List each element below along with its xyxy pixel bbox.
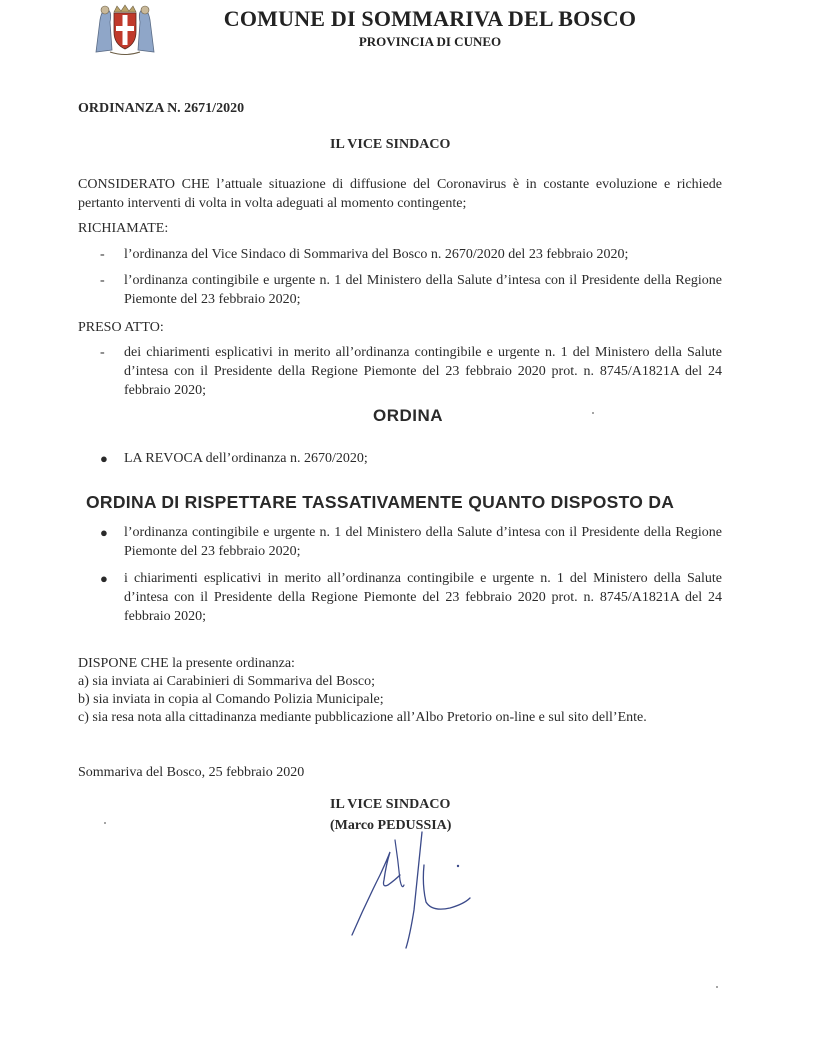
richiamate-item-text: l’ordinanza contingibile e urgente n. 1 del Ministero della Salute d’intesa con il Presidente della Regione Piemonte del 23 febbraio 2020; xyxy=(124,273,722,307)
richiamate-item-text: l’ordinanza del Vice Sindaco di Sommariva del Bosco n. 2670/2020 del 23 febbraio 2020; xyxy=(124,247,629,262)
province-subtitle: PROVINCIA DI CUNEO xyxy=(358,34,502,49)
considerato-paragraph: CONSIDERATO CHE l’attuale situazione di diffusione del Coronavirus è in costante evoluzione e richiede pertanto interventi di volta in volta adeguati al momento contingente; xyxy=(78,177,722,211)
dispone-item: a) sia inviata ai Carabinieri di Sommariva del Bosco; xyxy=(78,674,376,689)
bullet-marker: ● xyxy=(100,571,108,586)
preso-atto-heading: PRESO ATTO: xyxy=(78,320,164,335)
issuer-heading: IL VICE SINDACO xyxy=(330,137,451,152)
ordina-rispettare-item-text: l’ordinanza contingibile e urgente n. 1 del Ministero della Salute d’intesa con il Presidente della Regione Piemonte del 23 febbraio 2020; xyxy=(124,525,722,559)
dispone-item: b) sia inviata in copia al Comando Polizia Municipale; xyxy=(78,692,384,707)
ordina-rispettare-heading: ORDINA DI RISPETTARE TASSATIVAMENTE QUANTO DISPOSTO DA xyxy=(86,492,675,512)
dash-marker: - xyxy=(100,273,105,288)
place-date: Sommariva del Bosco, 25 febbraio 2020 xyxy=(78,765,305,780)
ordina-heading: ORDINA xyxy=(372,406,444,425)
bullet-marker: ● xyxy=(100,451,108,466)
municipal-crest-icon xyxy=(90,2,160,56)
scan-speck xyxy=(104,822,106,824)
richiamate-heading: RICHIAMATE: xyxy=(78,221,169,236)
scan-speck xyxy=(716,986,718,988)
ordina-item-text: LA REVOCA dell’ordinanza n. 2670/2020; xyxy=(124,451,368,466)
dispone-item: c) sia resa nota alla cittadinanza mediante pubblicazione all’Albo Pretorio on-line e sul sito dell’Ente. xyxy=(78,710,647,725)
preso-atto-item-text: dei chiarimenti esplicativi in merito all’ordinanza contingibile e urgente n. 1 del Ministero della Salute d’intesa con il Presidente della Regione Piemonte del 23 febbraio 2020 prot. n. 8745/A1821A del 24 febbraio 2020; xyxy=(124,345,722,398)
dash-marker: - xyxy=(100,247,105,262)
dash-marker: - xyxy=(100,345,105,360)
dispone-heading: DISPONE CHE la presente ordinanza: xyxy=(78,656,295,671)
bullet-marker: ● xyxy=(100,525,108,540)
ordina-rispettare-item-text: i chiarimenti esplicativi in merito all’ordinanza contingibile e urgente n. 1 del Ministero della Salute d’intesa con il Presidente della Regione Piemonte del 23 febbraio 2020 prot. n. 8745/A1821A del 24 febbraio 2020; xyxy=(124,571,722,624)
signature-title: IL VICE SINDACO xyxy=(330,797,451,812)
ordina-rispettare-item xyxy=(100,523,722,561)
signatory-name: (Marco PEDUSSIA) xyxy=(330,818,452,833)
richiamate-item xyxy=(100,245,722,264)
preso-atto-item xyxy=(100,343,722,400)
ordina-rispettare-item xyxy=(100,569,722,626)
handwritten-signature-icon xyxy=(340,830,490,955)
richiamate-item xyxy=(100,271,722,309)
scan-speck xyxy=(592,412,594,414)
ordinance-number: ORDINANZA N. 2671/2020 xyxy=(78,101,245,116)
ordina-item xyxy=(100,449,722,468)
municipality-title: COMUNE DI SOMMARIVA DEL BOSCO xyxy=(223,6,637,31)
